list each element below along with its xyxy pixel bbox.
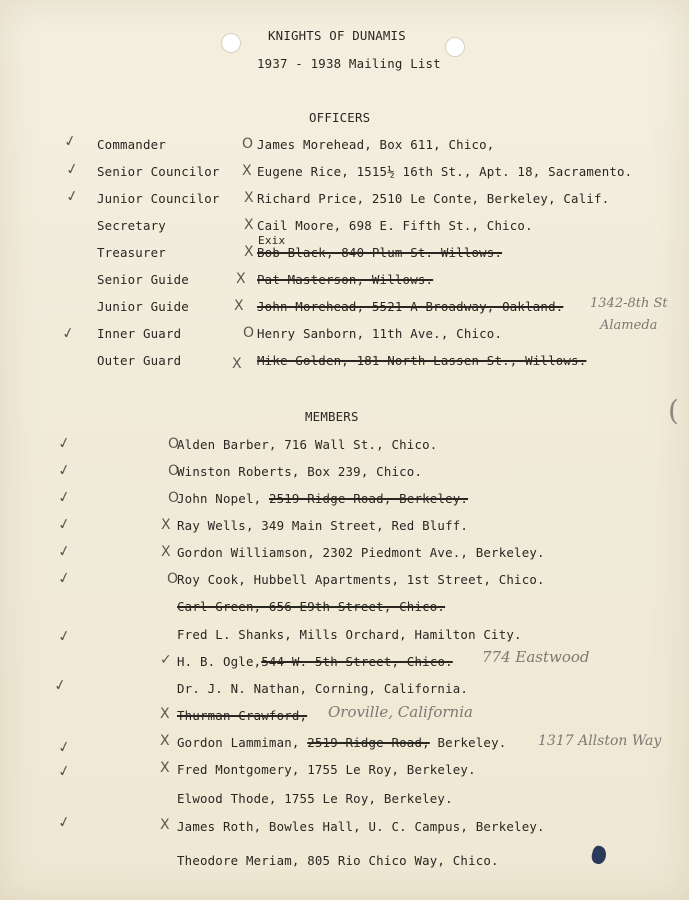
member-entry: Gordon Williamson, 2302 Piedmont Ave., Berkeley.: [177, 545, 545, 560]
status-mark: X: [242, 163, 252, 179]
status-mark: O: [243, 325, 255, 341]
status-mark: X: [244, 217, 254, 233]
officer-entry: Richard Price, 2510 Le Conte, Berkeley, Calif.: [257, 191, 610, 206]
status-mark: X: [160, 706, 170, 722]
struck-address: 2519 Ridge Road,: [307, 735, 430, 750]
check-mark: ✓: [64, 185, 81, 207]
check-mark: ✓: [56, 486, 73, 508]
check-mark: ✓: [56, 540, 73, 562]
status-mark: O: [167, 571, 179, 587]
ink-stain: [590, 844, 608, 865]
officer-role: Junior Guide: [97, 299, 189, 314]
officer-role: Treasurer: [97, 245, 166, 260]
status-mark: X: [160, 760, 170, 776]
document-title: KNIGHTS OF DUNAMIS: [268, 28, 406, 43]
member-entry: Ray Wells, 349 Main Street, Red Bluff.: [177, 518, 469, 533]
member-entry: [177, 491, 468, 506]
officer-entry: James Morehead, Box 611, Chico,: [257, 137, 495, 152]
struck-address: 544 W. 5th Street, Chico.: [261, 654, 453, 669]
member-entry-struck: Thurman Crawford,: [177, 708, 308, 723]
check-mark: ✓: [56, 432, 73, 454]
check-mark: ✓: [56, 513, 73, 535]
struck-address: 2519 Ridge Road, Berkeley.: [268, 491, 469, 506]
member-entry: Theodore Meriam, 805 Rio Chico Way, Chico.: [177, 853, 499, 868]
officer-entry: Henry Sanborn, 11th Ave., Chico.: [257, 326, 503, 341]
check-mark: ✓: [56, 736, 73, 758]
status-mark: X: [244, 244, 254, 260]
status-mark: O: [168, 463, 180, 479]
officer-entry-struck: Bob Black, 840 Plum St. Willows.: [257, 245, 503, 260]
overtype-text: Exix: [258, 234, 286, 247]
officer-role: Commander: [97, 137, 166, 152]
status-mark: X: [161, 517, 171, 533]
member-entry: [177, 654, 453, 669]
member-entry: Alden Barber, 716 Wall St., Chico.: [177, 437, 438, 452]
member-entry: Fred L. Shanks, Mills Orchard, Hamilton City.: [177, 627, 522, 642]
handwritten-note: 774 Eastwood: [482, 648, 590, 666]
check-mark: ✓: [56, 567, 73, 589]
member-entry: Winston Roberts, Box 239, Chico.: [177, 464, 423, 479]
officers-heading: OFFICERS: [309, 110, 371, 125]
officer-role: Secretary: [97, 218, 166, 233]
check-mark: ✓: [60, 322, 77, 344]
punch-hole: [445, 37, 465, 57]
punch-hole: [221, 33, 241, 53]
status-mark: X: [160, 733, 170, 749]
status-mark: O: [242, 136, 254, 152]
status-mark: X: [234, 298, 244, 314]
member-entry-struck: Carl Green, 656 E9th Street, Chico.: [177, 599, 446, 614]
status-mark: X: [236, 271, 246, 287]
officer-role: Inner Guard: [97, 326, 182, 341]
member-entry: Dr. J. N. Nathan, Corning, California.: [177, 681, 469, 696]
officer-role: Senior Councilor: [97, 164, 220, 179]
check-mark: ✓: [56, 811, 73, 833]
status-mark: X: [232, 356, 242, 372]
status-mark: ✓: [160, 652, 172, 668]
member-name: John Nopel,: [177, 491, 262, 506]
pencil-mark: (: [668, 394, 679, 427]
status-mark: X: [244, 190, 254, 206]
member-name: Gordon Lammiman,: [177, 735, 300, 750]
check-mark: ✓: [56, 625, 73, 647]
member-name: H. B. Ogle,: [177, 654, 262, 669]
member-entry: James Roth, Bowles Hall, U. C. Campus, Berkeley.: [177, 819, 545, 834]
member-entry: Elwood Thode, 1755 Le Roy, Berkeley.: [177, 791, 453, 806]
officer-role: Outer Guard: [97, 353, 182, 368]
status-mark: O: [168, 490, 180, 506]
member-entry: Roy Cook, Hubbell Apartments, 1st Street, Chico.: [177, 572, 545, 587]
status-mark: O: [168, 436, 180, 452]
officer-entry-struck: Pat Masterson, Willows.: [257, 272, 434, 287]
check-mark: ✓: [52, 674, 69, 696]
check-mark: ✓: [56, 459, 73, 481]
officer-role: Junior Councilor: [97, 191, 220, 206]
officer-entry-struck: Mike Golden, 181 North Lassen St., Willows.: [257, 353, 587, 368]
status-mark: X: [160, 817, 170, 833]
check-mark: ✓: [62, 130, 79, 152]
check-mark: ✓: [64, 158, 81, 180]
handwritten-note: Oroville, California: [328, 703, 473, 721]
officer-entry-struck: John Morehead, 5521-A Broadway, Oakland.: [257, 299, 564, 314]
check-mark: ✓: [56, 760, 73, 782]
status-mark: X: [161, 544, 171, 560]
handwritten-note: Alameda: [600, 318, 658, 333]
member-city: Berkeley.: [437, 735, 507, 750]
members-heading: MEMBERS: [305, 409, 359, 424]
member-entry: Fred Montgomery, 1755 Le Roy, Berkeley.: [177, 762, 476, 777]
document-subtitle: 1937 - 1938 Mailing List: [257, 56, 441, 71]
officer-entry: Cail Moore, 698 E. Fifth St., Chico.: [257, 218, 533, 233]
handwritten-note: 1317 Allston Way: [538, 733, 662, 749]
handwritten-note: 1342-8th St: [590, 296, 668, 311]
officer-entry: Eugene Rice, 1515½ 16th St., Apt. 18, Sacramento.: [257, 164, 633, 179]
officer-role: Senior Guide: [97, 272, 189, 287]
member-entry: [177, 735, 506, 750]
